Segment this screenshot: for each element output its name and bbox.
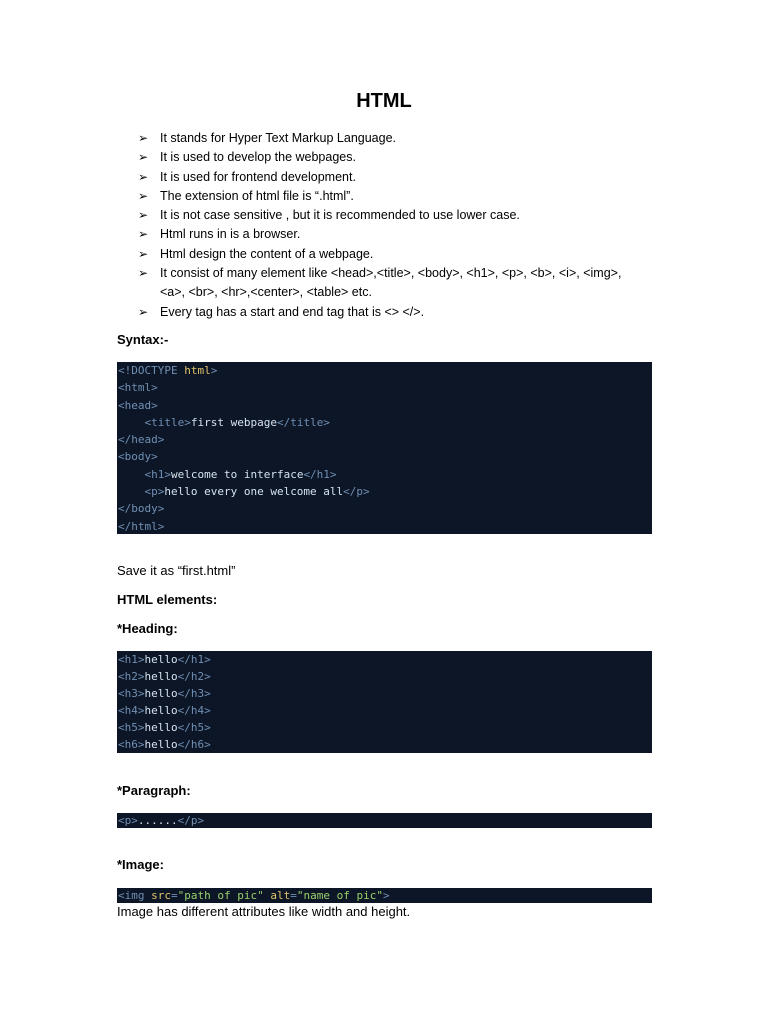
code-line: <h5>hello</h5> [118, 721, 211, 734]
heading-label: *Heading: [117, 621, 178, 636]
arrow-bullet-icon: ➢ [138, 304, 149, 319]
list-item: ➢ It is used for frontend development. [138, 168, 658, 187]
code-line: </head> [118, 433, 165, 447]
code-line: <body> [118, 450, 158, 464]
code-line: <h2>hello</h2> [118, 670, 211, 683]
list-item: ➢ The extension of html file is “.html”. [138, 187, 658, 206]
code-line: <p>......</p> [118, 814, 205, 827]
code-line: </html> [118, 519, 165, 533]
arrow-bullet-icon: ➢ [138, 188, 149, 203]
list-item: ➢ It consist of many element like <head>,<title>, <body>, <h1>, <p>, <b>, <i>, <img>, [138, 264, 658, 283]
page-title: HTML [356, 90, 412, 112]
syntax-label: Syntax:- [117, 332, 169, 347]
list-item: ➢ Html runs in is a browser. [138, 225, 658, 244]
list-item: ➢ It stands for Hyper Text Markup Language. [138, 129, 658, 148]
list-item-continuation: <a>, <br>, <hr>,<center>, <table> etc. [160, 285, 372, 300]
arrow-bullet-icon: ➢ [138, 246, 149, 261]
code-line: <h3>hello</h3> [118, 687, 211, 700]
list-item: ➢ Every tag has a start and end tag that is <> </>. [138, 303, 658, 322]
arrow-bullet-icon: ➢ [138, 131, 149, 145]
arrow-bullet-icon: ➢ [138, 169, 149, 184]
image-code-block [117, 888, 652, 903]
heading-code-block [117, 651, 652, 753]
code-line: </body> [118, 502, 165, 516]
list-item: ➢ It is used to develop the webpages. [138, 148, 658, 167]
paragraph-label: *Paragraph: [117, 783, 191, 798]
code-line: <title>first webpage</title> [118, 415, 330, 429]
code-line: <html> [118, 381, 158, 395]
code-line: <h1>hello</h1> [118, 653, 211, 666]
save-instruction: Save it as “first.html” [117, 563, 236, 578]
arrow-bullet-icon: ➢ [138, 150, 149, 165]
bullet-list [138, 129, 658, 322]
code-line: <h6>hello</h6> [118, 738, 211, 751]
code-line: <!DOCTYPE html> [118, 364, 218, 377]
list-item: ➢ It is not case sensitive , but it is recommended to use lower case. [138, 206, 658, 225]
syntax-code-block [117, 362, 652, 534]
paragraph-code-block [117, 813, 652, 828]
arrow-bullet-icon: ➢ [138, 266, 149, 281]
elements-label: HTML elements: [117, 592, 218, 607]
code-line: <h4>hello</h4> [118, 704, 211, 717]
code-line: <img src="path of pic" alt="name of pic"> [118, 889, 390, 902]
arrow-bullet-icon: ➢ [138, 208, 149, 223]
code-line: <p>hello every one welcome all</p> [118, 485, 370, 499]
code-line: <h1>welcome to interface</h1> [118, 467, 337, 481]
arrow-bullet-icon: ➢ [138, 227, 149, 242]
list-item: ➢ Html design the content of a webpage. [138, 245, 658, 264]
image-label: *Image: [117, 857, 164, 872]
image-note: Image has different attributes like width and height. [117, 904, 411, 919]
code-line: <head> [118, 398, 158, 412]
